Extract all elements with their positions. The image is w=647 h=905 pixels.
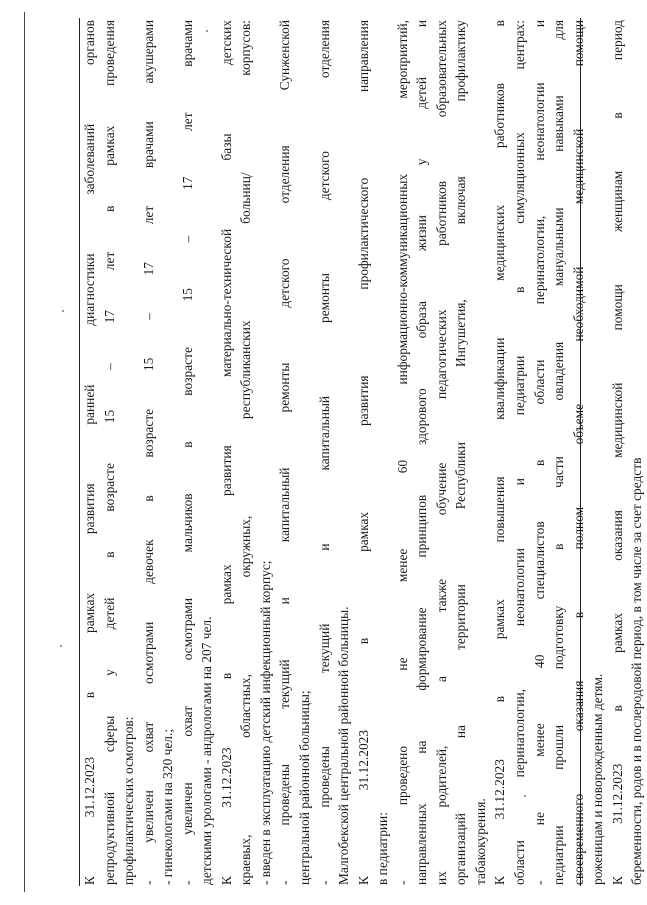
- text-line: - гинекологами на 320 чел.;: [160, 728, 176, 885]
- text-line: в педиатрии:: [375, 812, 391, 885]
- text-line: - проведены текущий и капитальный ремонты детского отделения Сунженской: [277, 20, 293, 885]
- text-line: беременности, родов и в послеродовой период, в том числе за счет средств: [629, 457, 645, 885]
- table-text-cell: [80, 20, 645, 885]
- text-line: области перинатологии, неонатологии и педиатрии в симуляционных центрах:: [512, 20, 528, 885]
- text-line: К 31.12.2023 в рамках оказания медицинской помощи женщинам в период: [609, 20, 625, 885]
- text-line: направленных на формирование принципов здорового образа жизни у детей и: [414, 20, 430, 885]
- text-line: центральной районной больницы;: [297, 690, 313, 885]
- scan-speck: [62, 310, 64, 312]
- text-line: организаций на территории Республики Ингушетия, включая профилактику: [453, 20, 469, 885]
- text-line: своевременного оказания в полном объеме необходимой медицинской помощи: [570, 20, 586, 885]
- text-line: - увеличен охват осмотрами мальчиков в возрасте 15 – 17 лет врачами: [179, 20, 195, 885]
- scan-speck: [60, 645, 62, 647]
- text-line: - введен в эксплуатацию детский инфекционный корпус;: [257, 560, 273, 885]
- text-line: К 31.12.2023 в рамках развития ранней диагностики заболеваний органов: [82, 20, 97, 885]
- text-line: табакокурения.: [472, 798, 488, 885]
- text-line: - проведено не менее 60 информационно-коммуникационных мероприятий,: [394, 20, 410, 885]
- text-line: роженицам и новорожденным детям.: [590, 673, 606, 885]
- text-line: детскими урологами - андрологами на 207 чел.: [199, 616, 215, 885]
- text-line: репродуктивной сферы у детей в возрасте 15 – 17 лет в рамках проведения: [101, 20, 117, 885]
- text-line: Малгобекской центральной районной больницы.: [336, 606, 352, 885]
- table-border-left: [24, 12, 25, 892]
- text-line: К 31.12.2023 в рамках развития профилактического направления: [355, 20, 371, 885]
- text-line: краевых, областных, окружных, республиканских больниц/ корпусов:: [238, 20, 254, 885]
- text-line: - увеличен охват осмотрами девочек в возрасте 15 – 17 лет врачами акушерами: [140, 20, 156, 885]
- text-line: - проведены текущий и капитальный ремонты детского отделения: [316, 20, 332, 885]
- text-line: профилактических осмотров:: [121, 716, 137, 885]
- text-line: педиатрии прошли подготовку в части овладения мануальными навыками для: [551, 20, 567, 885]
- text-line: их родителей, а также обучение педагогических работников образовательных: [433, 20, 449, 885]
- text-line: К 31.12.2023 в рамках повышения квалификации медицинских работников в: [492, 20, 508, 885]
- text-line: К 31.12.2023 в рамках развития материально-технической базы детских: [218, 20, 234, 885]
- text-line: - не менее 40 специалистов в области перинатологии, неонатологии и: [531, 20, 547, 885]
